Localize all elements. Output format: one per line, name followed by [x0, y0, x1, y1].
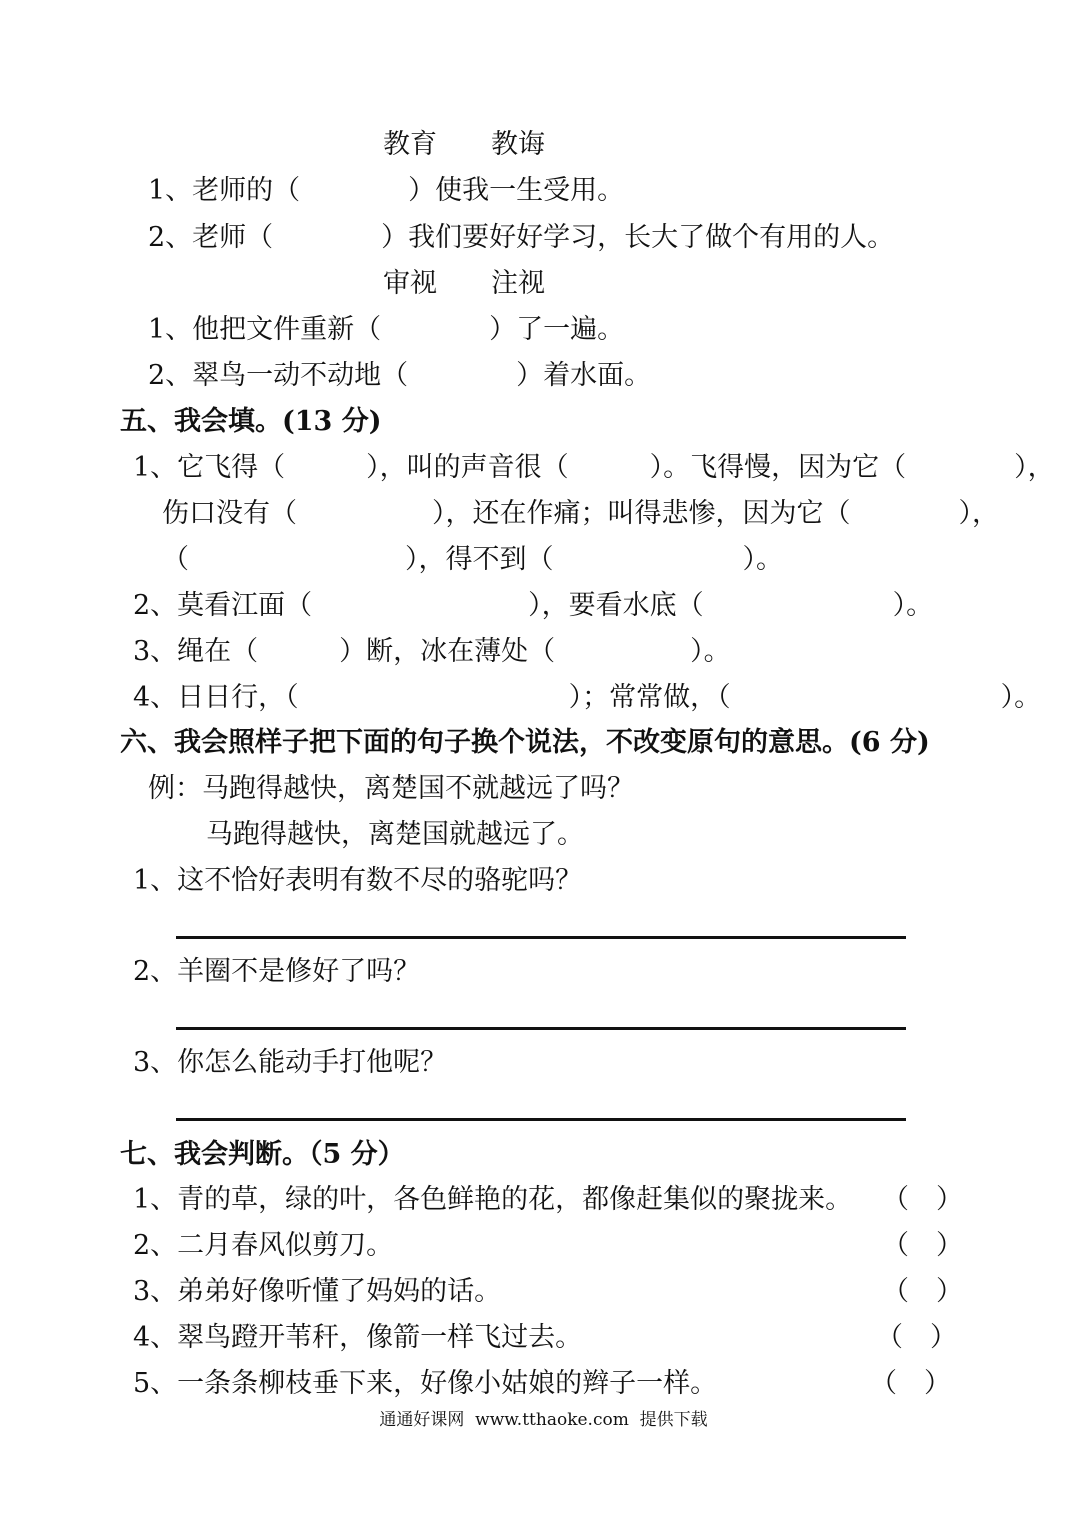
judge-item: 3、弟弟好像听懂了妈妈的话。	[133, 1276, 502, 1307]
fill-item: 伤口没有（ ），还在作痛；叫得悲惨，因为它（ ），	[162, 498, 999, 529]
rewrite-item: 2、羊圈不是修好了吗？	[133, 956, 421, 987]
judge-item: 5、一条条柳枝垂下来，好像小姑娘的辫子一样。	[133, 1368, 718, 1399]
judge-bracket: （ ）	[882, 1184, 963, 1215]
fill-item: 1、他把文件重新（ ）了一遍。	[148, 314, 625, 345]
judge-item: 1、青的草，绿的叶，各色鲜艳的花，都像赶集似的聚拢来。	[133, 1184, 853, 1215]
judge-bracket: （ ）	[882, 1276, 963, 1307]
judge-item: 2、二月春风似剪刀。	[133, 1230, 394, 1261]
fill-item: 3、绳在（ ）断，冰在薄处（ ）。	[133, 636, 731, 667]
answer-line	[176, 1027, 906, 1030]
fill-item: 4、日日行，（ ）；常常做，（ ）。	[133, 682, 1042, 713]
section-heading-6: 六、我会照样子把下面的句子换个说法，不改变原句的意思。(6 分)	[120, 727, 930, 758]
fill-item: 2、莫看江面（ ），要看水底（ ）。	[133, 590, 934, 621]
answer-line	[176, 1118, 906, 1121]
fill-item: 1、它飞得（ ），叫的声音很（ ）。飞得慢，因为它（ ），	[133, 452, 1055, 483]
rewrite-item: 1、这不恰好表明有数不尽的骆驼吗？	[133, 865, 583, 896]
word-pair-2: 审视 注视	[383, 268, 545, 299]
judge-bracket: （ ）	[870, 1368, 951, 1399]
example-answer: 马跑得越快，离楚国就越远了。	[206, 819, 584, 850]
fill-item: 1、老师的（ ）使我一生受用。	[148, 175, 625, 206]
section-heading-7: 七、我会判断。（5 分）	[120, 1139, 405, 1170]
fill-item: 2、翠鸟一动不动地（ ）着水面。	[148, 360, 652, 391]
word-pair-1: 教育 教诲	[383, 129, 545, 160]
fill-item: （ ），得不到（ ）。	[162, 544, 783, 575]
answer-line	[176, 936, 906, 939]
example-sentence: 例：马跑得越快，离楚国不就越远了吗？	[148, 773, 634, 804]
page-footer: 通通好课网 www.tthaoke.com 提供下载	[379, 1410, 708, 1430]
judge-bracket: （ ）	[876, 1322, 957, 1353]
judge-item: 4、翠鸟蹬开苇秆，像箭一样飞过去。	[133, 1322, 583, 1353]
judge-bracket: （ ）	[882, 1230, 963, 1261]
fill-item: 2、老师（ ）我们要好好学习，长大了做个有用的人。	[148, 222, 895, 253]
section-heading-5: 五、我会填。(13 分)	[120, 406, 382, 437]
rewrite-item: 3、你怎么能动手打他呢？	[133, 1047, 448, 1078]
